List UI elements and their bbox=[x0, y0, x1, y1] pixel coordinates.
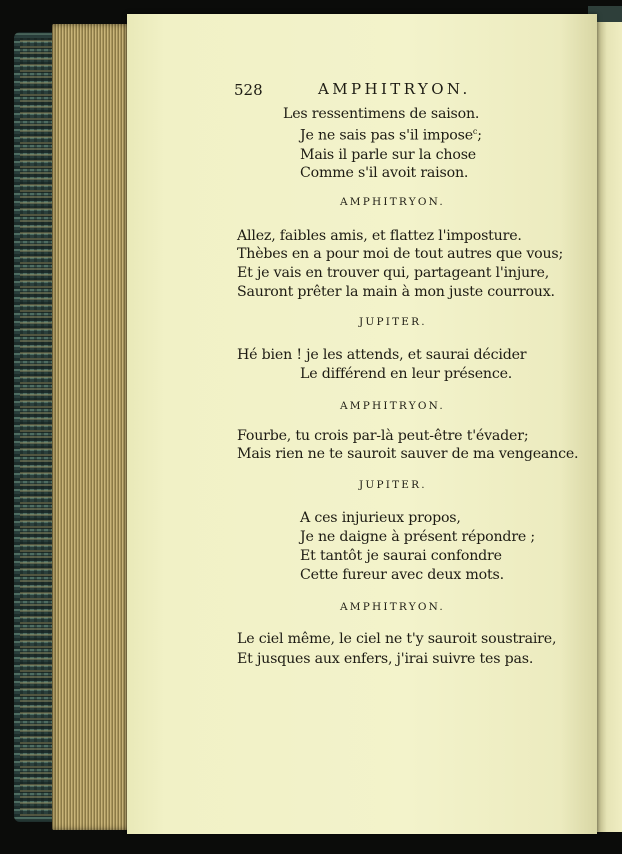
verse-line-3: Mais il parle sur la chose bbox=[300, 147, 476, 163]
page-number: 528 bbox=[234, 81, 263, 99]
speaker-amphitryon-3: AMPHITRYON. bbox=[340, 601, 445, 613]
facing-page bbox=[597, 22, 622, 832]
verse-line-18: Et jusques aux enfers, j'irai suivre tes pas. bbox=[237, 651, 534, 667]
verse-line-1: Les ressentimens de saison. bbox=[283, 106, 480, 122]
verse-line-8: Sauront prêter la main à mon juste courroux. bbox=[237, 284, 555, 300]
verse-line-13: A ces injurieux propos, bbox=[300, 510, 461, 526]
running-title: AMPHITRYON. bbox=[318, 80, 471, 98]
verse-line-4: Comme s'il avoit raison. bbox=[300, 165, 469, 181]
speaker-jupiter-1: JUPITER. bbox=[359, 316, 427, 328]
page-edges bbox=[52, 24, 128, 830]
speaker-amphitryon-1: AMPHITRYON. bbox=[340, 196, 445, 208]
verse-line-7: Et je vais en trouver qui, partageant l'injure, bbox=[237, 265, 550, 281]
verse-line-12: Mais rien ne te sauroit sauver de ma vengeance. bbox=[237, 446, 579, 462]
spine-pattern bbox=[20, 38, 52, 816]
verse-line-14: Je ne daigne à présent répondre ; bbox=[300, 529, 535, 545]
verse-line-2: Je ne sais pas s'il impose$^c$; bbox=[300, 127, 482, 144]
footnote-mark: c bbox=[472, 127, 478, 136]
speaker-jupiter-2: JUPITER. bbox=[359, 479, 427, 491]
verse-line-9: Hé bien ! je les attends, et saurai décider bbox=[237, 347, 527, 363]
speaker-amphitryon-2: AMPHITRYON. bbox=[340, 400, 445, 412]
verse-line-6: Thèbes en a pour moi de tout autres que vous; bbox=[237, 246, 564, 262]
verse-line-10: Le différend en leur présence. bbox=[300, 366, 513, 382]
verse-line-5: Allez, faibles amis, et flattez l'imposture. bbox=[237, 228, 522, 244]
verse-line-11: Fourbe, tu crois par-là peut-être t'évader; bbox=[237, 428, 529, 444]
verse-line-16: Cette fureur avec deux mots. bbox=[300, 567, 504, 583]
verse-line-15: Et tantôt je saurai confondre bbox=[300, 548, 502, 564]
verse-line-17: Le ciel même, le ciel ne t'y sauroit soustraire, bbox=[237, 631, 557, 647]
